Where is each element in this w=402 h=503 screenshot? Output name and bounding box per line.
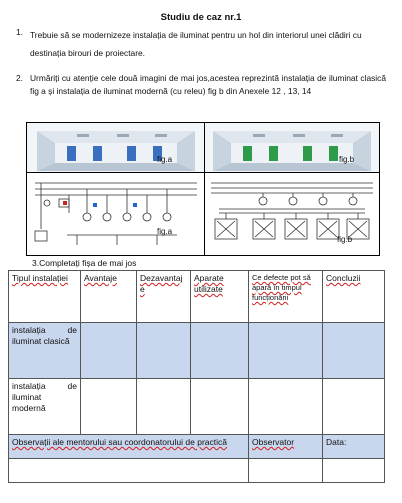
- table-cell[interactable]: [137, 379, 191, 435]
- figure-modern-3d: [204, 122, 380, 174]
- figure-caption: fig.b: [337, 235, 353, 244]
- row-label: instalația de iluminat clasică: [9, 323, 81, 379]
- section-heading: 3.Completați fișa de mai jos: [32, 258, 137, 268]
- item-text: Trebuie să se modernizeze instalația de iluminat pentru un hol din interiorul unei clădiri cu destinația birouri de proiectare.: [30, 30, 362, 58]
- figure-classic-schematic: [26, 172, 206, 256]
- table-cell[interactable]: [81, 379, 137, 435]
- figure-classic-3d: [26, 122, 206, 174]
- figure-modern-schematic: [204, 172, 380, 256]
- list-item: [16, 72, 386, 118]
- table-cell[interactable]: [191, 379, 249, 435]
- item-number: 2.: [16, 73, 23, 83]
- list-item: [16, 26, 386, 58]
- observations-label: Observații ale mentorului sau coordonatorului de practică: [9, 435, 249, 459]
- figure-caption: fig.a: [157, 155, 173, 164]
- table-cell[interactable]: [323, 323, 385, 379]
- header-cell: Avantaje: [81, 271, 137, 323]
- table-row: [9, 323, 385, 379]
- figure-caption: fig.b: [339, 155, 355, 164]
- header-cell: Concluzii: [323, 271, 385, 323]
- header-cell: Dezavantaje: [137, 271, 191, 323]
- table-footer-blank-row: [9, 459, 385, 483]
- date-label: Data:: [323, 435, 385, 459]
- table-cell[interactable]: [81, 323, 137, 379]
- corridor-illustration: [27, 123, 205, 173]
- header-cell: Ce defecte pot să apară în timpul funcționării: [249, 271, 323, 323]
- evaluation-table: [8, 270, 385, 483]
- table-header-row: [9, 271, 385, 323]
- row-label: instalația de iluminat modernă: [9, 379, 81, 435]
- observations-field[interactable]: [9, 459, 249, 483]
- item-text: Urmăriți cu atenție cele două imagini de mai jos,acestea reprezintă instalația de iluminat clasică fig a și instalația de iluminat modernă (cu releu) fig b din Anexele 12 , 13, 14: [30, 73, 386, 96]
- figure-caption: fig.a: [157, 227, 173, 236]
- table-cell[interactable]: [137, 323, 191, 379]
- date-field[interactable]: [323, 459, 385, 483]
- header-cell: Aparate utilizate: [191, 271, 249, 323]
- corridor-illustration: [205, 123, 379, 173]
- observer-label: Observator: [249, 435, 323, 459]
- header-cell: Tipul instalației: [9, 271, 81, 323]
- table-cell[interactable]: [249, 379, 323, 435]
- table-cell[interactable]: [249, 323, 323, 379]
- table-footer-row: [9, 435, 385, 459]
- page-title: Studiu de caz nr.1: [160, 12, 242, 23]
- item-number: 1.: [16, 27, 23, 37]
- wiring-schematic: [27, 173, 205, 255]
- table-row: [9, 379, 385, 435]
- table-cell[interactable]: [191, 323, 249, 379]
- relay-schematic: [205, 173, 379, 255]
- observer-field[interactable]: [249, 459, 323, 483]
- table-cell[interactable]: [323, 379, 385, 435]
